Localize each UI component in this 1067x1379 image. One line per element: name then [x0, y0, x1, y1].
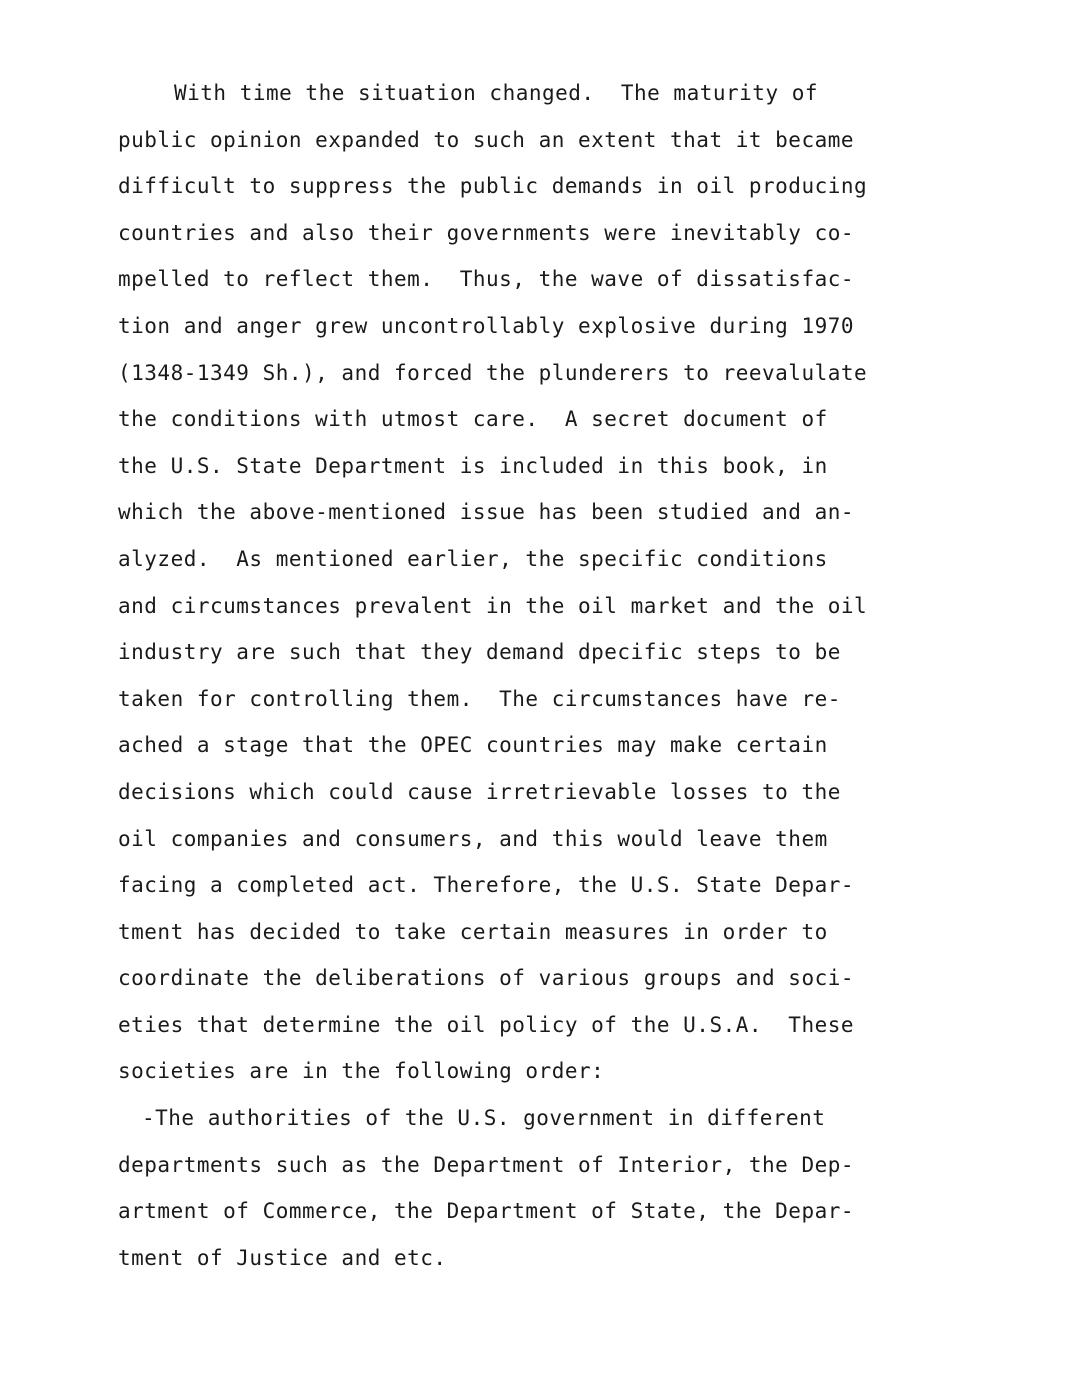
body-text [118, 70, 938, 1281]
text-line: alyzed. As mentioned earlier, the specific conditions [118, 546, 828, 571]
text-line: tment of Justice and etc. [118, 1245, 447, 1270]
text-line: oil companies and consumers, and this would leave them [118, 826, 828, 851]
text-line: eties that determine the oil policy of the U.S.A. These [118, 1012, 855, 1037]
text-line: With time the situation changed. The maturity of [174, 81, 819, 105]
text-line: countries and also their governments were inevitably co- [118, 220, 855, 245]
text-line: public opinion expanded to such an extent that it became [118, 127, 855, 152]
text-line: which the above-mentioned issue has been studied and an- [118, 500, 855, 525]
text-line: the conditions with utmost care. A secret document of [118, 407, 828, 432]
text-line: difficult to suppress the public demands in oil producing [118, 174, 868, 199]
text-line: ached a stage that the OPEC countries may make certain [118, 733, 828, 758]
text-line: -The authorities of the U.S. government in different [142, 1106, 826, 1131]
text-line: coordinate the deliberations of various groups and soci- [118, 966, 855, 991]
text-line: facing a completed act. Therefore, the U.S. State Depar- [118, 873, 855, 898]
text-line: artment of Commerce, the Department of State, the Depar- [118, 1199, 855, 1224]
text-line: departments such as the Department of Interior, the Dep- [118, 1152, 855, 1177]
text-line: societies are in the following order: [118, 1059, 605, 1084]
text-line: decisions which could cause irretrievable losses to the [118, 779, 841, 804]
text-line: tment has decided to take certain measures in order to [118, 919, 828, 944]
text-line: industry are such that they demand dpecific steps to be [118, 640, 841, 665]
text-line: (1348-1349 Sh.), and forced the plunderers to reevalulate [118, 360, 868, 385]
text-line: the U.S. State Department is included in this book, in [118, 453, 828, 478]
text-line: and circumstances prevalent in the oil market and the oil [118, 593, 868, 618]
text-line: taken for controlling them. The circumstances have re- [118, 686, 841, 711]
text-line: mpelled to reflect them. Thus, the wave of dissatisfac- [118, 267, 855, 292]
text-line: tion and anger grew uncontrollably explosive during 1970 [118, 313, 855, 338]
